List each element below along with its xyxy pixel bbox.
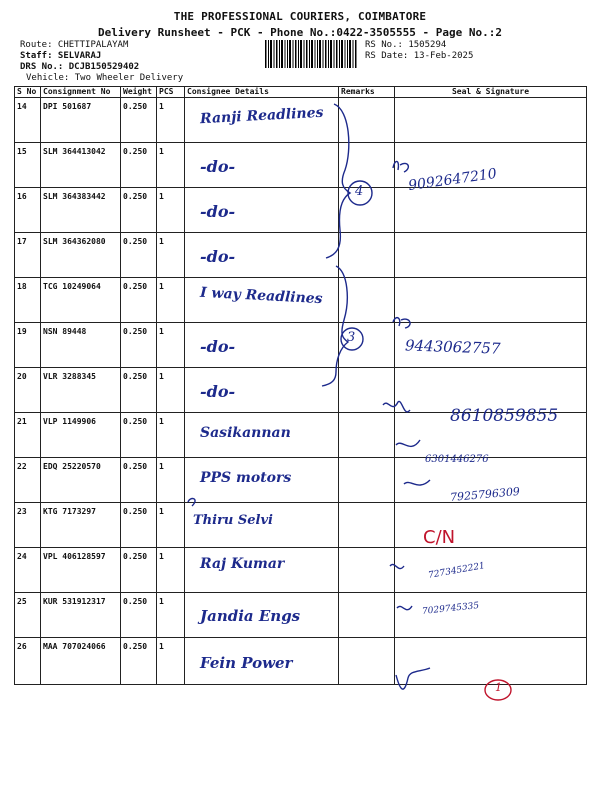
route-label: Route: CHETTIPALAYAM xyxy=(20,40,129,50)
col-consignment: Consignment No xyxy=(41,87,121,98)
phone-row23: 7925796309 xyxy=(449,484,521,505)
cell-seal-signature xyxy=(395,638,587,685)
cell-weight: 0.250 xyxy=(121,98,157,143)
cell-seal-signature xyxy=(395,233,587,278)
cell-consignment: KUR 531912317 xyxy=(41,593,121,638)
cell-consignee xyxy=(185,188,339,233)
cell-sno: 24 xyxy=(15,548,41,593)
cell-weight: 0.250 xyxy=(121,458,157,503)
group2-count: 3 xyxy=(347,330,356,345)
cell-consignee xyxy=(185,413,339,458)
cell-pcs: 1 xyxy=(157,368,185,413)
cell-consignment: VLR 3288345 xyxy=(41,368,121,413)
cell-pcs: 1 xyxy=(157,143,185,188)
table-row xyxy=(15,143,587,188)
cell-pcs: 1 xyxy=(157,323,185,368)
cell-sno: 18 xyxy=(15,278,41,323)
cell-weight: 0.250 xyxy=(121,503,157,548)
consignee-handwriting: PPS motors xyxy=(200,470,292,486)
cell-consignee xyxy=(185,368,339,413)
table-row xyxy=(15,323,587,368)
phone-group2: 9443062757 xyxy=(404,336,501,358)
cell-weight: 0.250 xyxy=(121,413,157,458)
cell-consignment: DPI 501687 xyxy=(41,98,121,143)
cell-weight: 0.250 xyxy=(121,368,157,413)
consignee-handwriting: Thiru Selvi xyxy=(193,513,273,528)
consignee-handwriting: -do- xyxy=(200,247,236,266)
cell-consignment: SLM 364362080 xyxy=(41,233,121,278)
drs-number: DRS No.: DCJB150529402 xyxy=(20,62,140,72)
phone-row26: 7029745335 xyxy=(421,601,480,617)
consignee-handwriting: Sasikannan xyxy=(200,425,291,441)
table-row xyxy=(15,188,587,233)
cell-consignee xyxy=(185,548,339,593)
col-seal-signature: Seal & Signature xyxy=(395,87,587,98)
consignee-handwriting: -do- xyxy=(200,157,236,176)
cell-remarks xyxy=(339,278,395,323)
cell-consignment: MAA 707024066 xyxy=(41,638,121,685)
cell-remarks xyxy=(339,548,395,593)
cell-weight: 0.250 xyxy=(121,593,157,638)
cell-consignee xyxy=(185,278,339,323)
cell-sno: 14 xyxy=(15,98,41,143)
cell-sno: 23 xyxy=(15,503,41,548)
vehicle-label: Vehicle: Two Wheeler Delivery xyxy=(26,73,184,83)
consignee-handwriting: Ranji Readlines xyxy=(199,104,324,128)
col-consignee: Consignee Details xyxy=(185,87,339,98)
cell-consignment: NSN 89448 xyxy=(41,323,121,368)
cell-sno: 17 xyxy=(15,233,41,278)
cell-consignment: SLM 364383442 xyxy=(41,188,121,233)
cell-seal-signature xyxy=(395,98,587,143)
table-row xyxy=(15,98,587,143)
cell-pcs: 1 xyxy=(157,188,185,233)
cell-consignment: EDQ 25220570 xyxy=(41,458,121,503)
company-title: THE PROFESSIONAL COURIERS, COIMBATORE xyxy=(173,10,427,23)
cell-remarks xyxy=(339,368,395,413)
cell-remarks xyxy=(339,98,395,143)
cell-remarks xyxy=(339,458,395,503)
consignee-handwriting: Fein Power xyxy=(200,654,293,672)
cell-consignee xyxy=(185,98,339,143)
table-row xyxy=(15,233,587,278)
phone-row22: 6301446276 xyxy=(425,454,489,465)
cell-sno: 20 xyxy=(15,368,41,413)
cell-sno: 16 xyxy=(15,188,41,233)
cell-pcs: 1 xyxy=(157,638,185,685)
cell-sno: 21 xyxy=(15,413,41,458)
consignee-handwriting: -do- xyxy=(200,337,236,356)
cell-remarks xyxy=(339,143,395,188)
cell-consignee xyxy=(185,323,339,368)
cell-consignee xyxy=(185,638,339,685)
table-row xyxy=(15,548,587,593)
consignee-handwriting: I way Readlines xyxy=(199,284,323,308)
cell-pcs: 1 xyxy=(157,278,185,323)
cell-weight: 0.250 xyxy=(121,188,157,233)
cell-weight: 0.250 xyxy=(121,548,157,593)
cell-consignee xyxy=(185,593,339,638)
cell-weight: 0.250 xyxy=(121,323,157,368)
group1-count: 4 xyxy=(355,184,364,199)
cell-pcs: 1 xyxy=(157,548,185,593)
cell-sno: 26 xyxy=(15,638,41,685)
table-row xyxy=(15,638,587,685)
remark-cn: C/N xyxy=(423,527,456,548)
cell-consignee xyxy=(185,458,339,503)
phone-row21: 8610859855 xyxy=(450,406,559,426)
rs-number: RS No.: 1505294 xyxy=(365,40,447,50)
table-row xyxy=(15,503,587,548)
cell-pcs: 1 xyxy=(157,233,185,278)
runsheet-subtitle: Delivery Runsheet - PCK - Phone No.:0422-3505555 - Page No.:2 xyxy=(98,26,502,39)
cell-pcs: 1 xyxy=(157,503,185,548)
cell-consignment: VPL 406128597 xyxy=(41,548,121,593)
cell-consignment: TCG 10249064 xyxy=(41,278,121,323)
cell-weight: 0.250 xyxy=(121,638,157,685)
cell-consignee xyxy=(185,233,339,278)
cell-sno: 22 xyxy=(15,458,41,503)
rs-date: RS Date: 13-Feb-2025 xyxy=(365,51,474,61)
consignee-handwriting: -do- xyxy=(200,202,236,221)
cell-pcs: 1 xyxy=(157,458,185,503)
cell-remarks xyxy=(339,413,395,458)
cell-consignee xyxy=(185,143,339,188)
cell-weight: 0.250 xyxy=(121,143,157,188)
consignee-handwriting: -do- xyxy=(200,382,236,401)
cell-seal-signature xyxy=(395,548,587,593)
phone-row25: 7273452221 xyxy=(427,561,486,581)
cell-pcs: 1 xyxy=(157,98,185,143)
table-header-row xyxy=(15,87,587,98)
cell-weight: 0.250 xyxy=(121,233,157,278)
cell-seal-signature xyxy=(395,278,587,323)
runsheet-table xyxy=(14,86,587,685)
table-row xyxy=(15,278,587,323)
cell-consignment: VLP 1149906 xyxy=(41,413,121,458)
cell-remarks xyxy=(339,638,395,685)
consignee-handwriting: Jandia Engs xyxy=(200,607,301,625)
cell-remarks xyxy=(339,188,395,233)
col-remarks: Remarks xyxy=(339,87,395,98)
cell-consignment: SLM 364413042 xyxy=(41,143,121,188)
cell-weight: 0.250 xyxy=(121,278,157,323)
cell-seal-signature xyxy=(395,188,587,233)
cell-consignment: KTG 7173297 xyxy=(41,503,121,548)
cell-consignee xyxy=(185,503,339,548)
col-pcs: PCS xyxy=(157,87,185,98)
staff-label: Staff: SELVARAJ xyxy=(20,51,102,61)
col-weight: Weight xyxy=(121,87,157,98)
cell-sno: 25 xyxy=(15,593,41,638)
consignee-handwriting: Raj Kumar xyxy=(200,556,285,572)
cell-sno: 15 xyxy=(15,143,41,188)
cell-remarks xyxy=(339,593,395,638)
phone-group1: 9092647210 xyxy=(407,165,498,195)
cell-sno: 19 xyxy=(15,323,41,368)
cell-pcs: 1 xyxy=(157,413,185,458)
barcode xyxy=(265,40,358,68)
cell-remarks xyxy=(339,233,395,278)
cell-remarks xyxy=(339,503,395,548)
cell-pcs: 1 xyxy=(157,593,185,638)
footer-circle-number: 1 xyxy=(495,681,502,694)
col-sno: S No xyxy=(15,87,41,98)
table-row xyxy=(15,593,587,638)
